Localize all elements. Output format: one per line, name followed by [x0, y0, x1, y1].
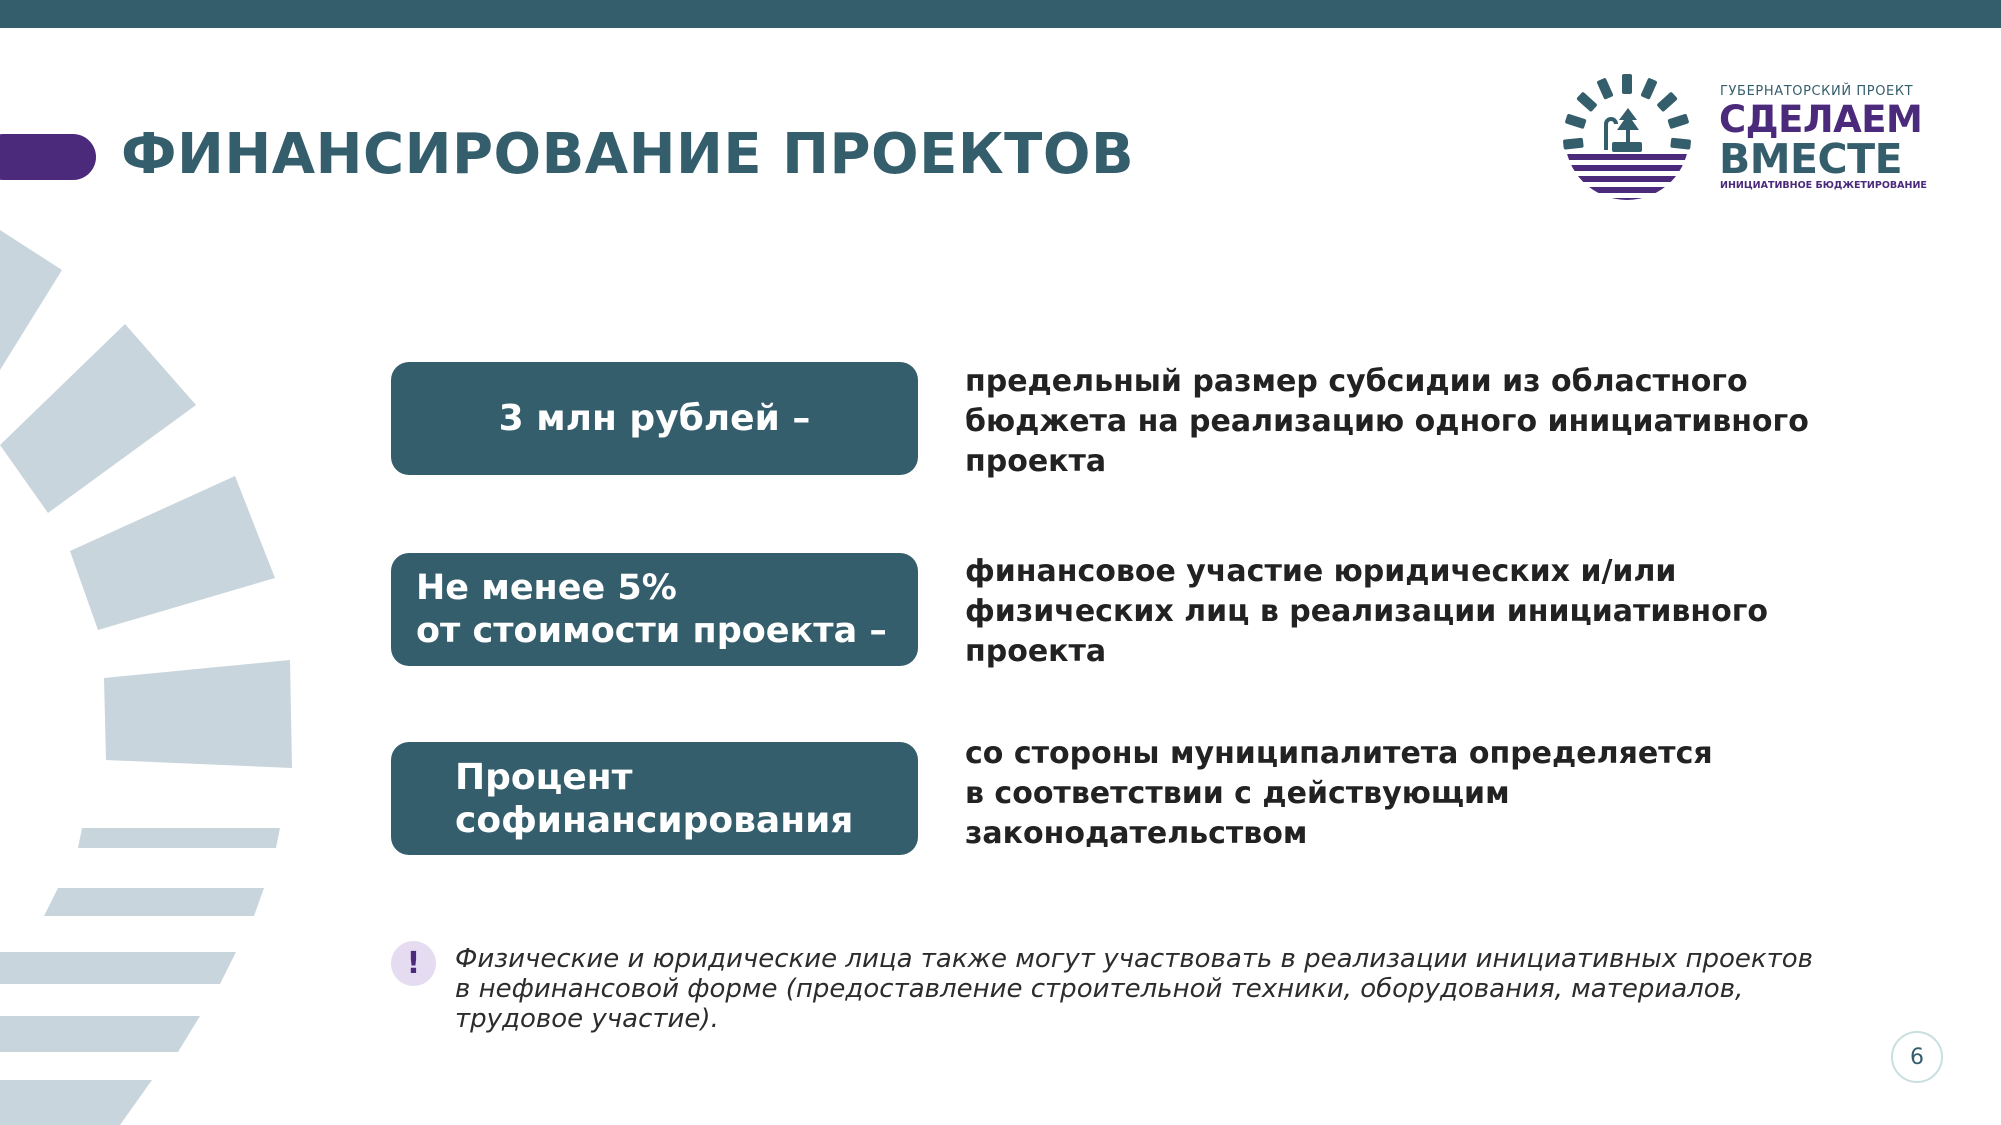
decorative-sunburst-icon: [0, 200, 300, 1125]
logo-subtitle: ИНИЦИАТИВНОЕ БЮДЖЕТИРОВАНИЕ: [1720, 180, 1927, 191]
funding-description-subsidy: предельный размер субсидии из областного бюджета на реализацию одного инициативного проекта: [965, 364, 1809, 479]
page-number: 6: [1891, 1031, 1943, 1083]
page-title: ФИНАНСИРОВАНИЕ ПРОЕКТОВ: [121, 122, 1135, 187]
footnote-text: Физические и юридические лица также могут участвовать в реализации инициативных проектов в нефинансовой форме (предоставление строительной техники, оборудования, материалов, трудовое участие).: [455, 944, 1813, 1034]
logo: [1562, 72, 1927, 204]
funding-box-cofinancing: [391, 742, 918, 855]
funding-box-subsidy: [391, 362, 918, 475]
logo-caption: ГУБЕРНАТОРСКИЙ ПРОЕКТ: [1720, 84, 1914, 99]
funding-description-cofinancing: со стороны муниципалитета определяется в соответствии с действующим законодательством: [965, 736, 1713, 851]
funding-box-label: Не менее 5% от стоимости проекта –: [416, 567, 887, 651]
logo-wordmark-line2: ВМЕСТЕ: [1719, 135, 1903, 183]
title-accent-pill: [0, 134, 96, 180]
top-band: [0, 0, 2001, 28]
funding-box-label: Процент софинансирования: [455, 756, 854, 841]
funding-box-label: 3 млн рублей –: [498, 398, 811, 439]
funding-description-participation: финансовое участие юридических и/или физических лиц в реализации инициативного проекта: [965, 554, 1768, 669]
exclamation-icon: !: [391, 941, 436, 986]
logo-wordmark-line1: СДЕЛАЕМ: [1719, 98, 1923, 141]
sunburst-park-emblem-icon: [1562, 72, 1692, 204]
funding-box-participation: [391, 553, 918, 666]
